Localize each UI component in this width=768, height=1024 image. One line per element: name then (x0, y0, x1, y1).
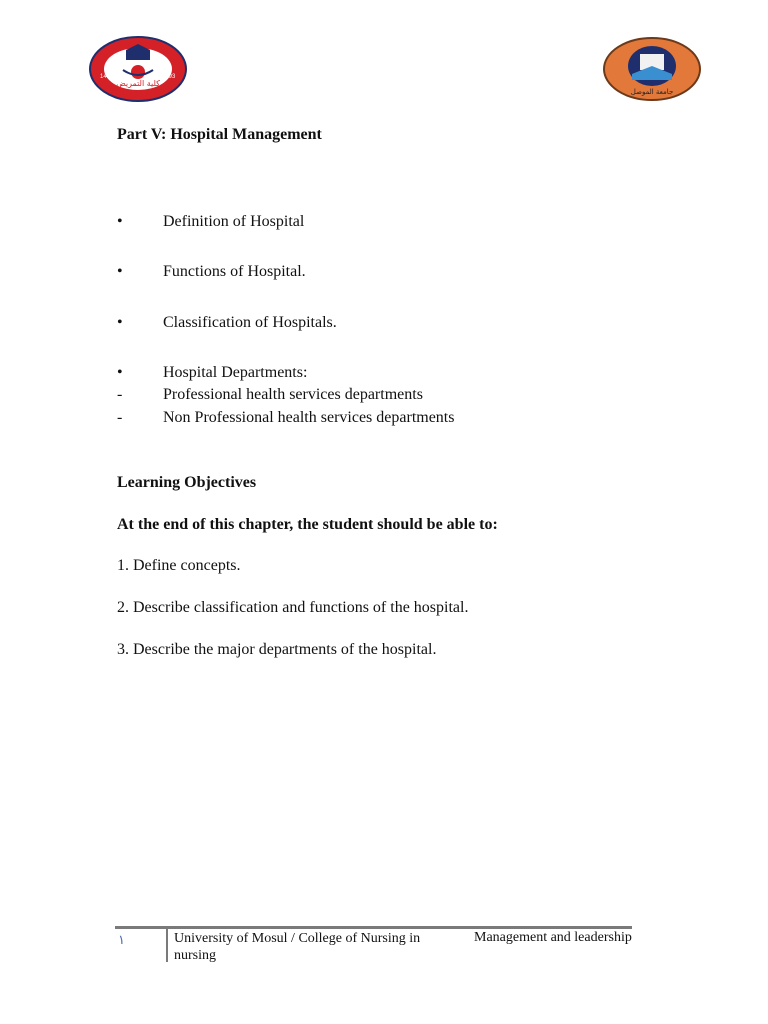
bullet-marker: • (117, 364, 123, 381)
list-item-text: Definition of Hospital (163, 213, 305, 230)
list-item-text: Professional health services departments (163, 386, 423, 403)
college-of-nursing-logo (88, 36, 188, 102)
objective-item: 2. Describe classification and functions of the hospital. (117, 599, 469, 616)
bullet-marker: • (117, 213, 123, 230)
objective-item: 1. Define concepts. (117, 557, 241, 574)
bullet-marker: • (117, 314, 123, 331)
footer-institution: University of Mosul / College of Nursing in nursing (174, 931, 421, 963)
dash-marker: - (117, 409, 123, 426)
page-title: Part V: Hospital Management (117, 126, 322, 143)
dash-marker: - (117, 386, 123, 403)
logo-year-left: 1413 (100, 74, 114, 80)
list-item-text: Non Professional health services departments (163, 409, 455, 426)
footer-course-title: Management and leadership (474, 930, 632, 945)
logo-arabic-name: كلية التمريض (116, 79, 160, 88)
page-number: ١ (118, 932, 125, 947)
footer-divider (115, 926, 632, 929)
footer-vertical-divider (166, 928, 168, 962)
list-item-text: Functions of Hospital. (163, 263, 306, 280)
logo-year-right: 1993 (162, 74, 176, 80)
list-item-text: Hospital Departments: (163, 364, 308, 381)
logo-arabic-text: جامعة الموصل (630, 88, 674, 96)
objectives-intro: At the end of this chapter, the student should be able to: (117, 516, 498, 533)
list-item-text: Classification of Hospitals. (163, 314, 337, 331)
objective-item: 3. Describe the major departments of the hospital. (117, 641, 437, 658)
learning-objectives-heading: Learning Objectives (117, 474, 257, 491)
university-of-mosul-logo (602, 36, 702, 102)
bullet-marker: • (117, 263, 123, 280)
